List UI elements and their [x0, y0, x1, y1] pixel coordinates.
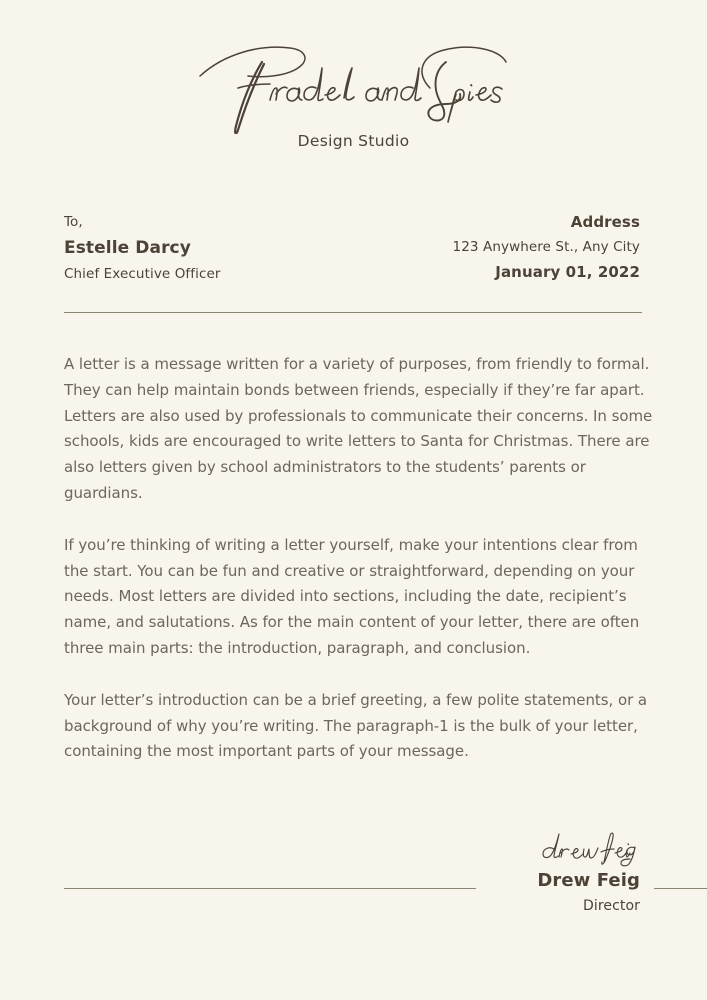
address-label: Address — [570, 213, 640, 231]
footer-divider-right — [654, 888, 707, 889]
footer-divider-left — [64, 888, 476, 889]
recipient-block — [64, 210, 221, 287]
recipient-name: Estelle Darcy — [64, 238, 191, 258]
body-paragraph-3: Your letter’s introduction can be a brief greeting, a few polite statements, or a background of why you’re writing. The paragraph-1 is the bulk of your letter, containing the most important parts of your message. — [64, 690, 648, 761]
recipient-salutation: To, — [64, 214, 83, 230]
signer-name: Drew Feig — [537, 870, 640, 891]
sender-street: 123 Anywhere St., Any City — [452, 239, 640, 255]
recipient-title: Chief Executive Officer — [64, 266, 221, 282]
sender-block — [453, 210, 640, 285]
handwritten-signature-icon — [540, 828, 636, 868]
letter-meta — [64, 210, 640, 287]
header-divider — [64, 312, 642, 313]
body-paragraph-1: A letter is a message written for a variety of purposes, from friendly to formal. They can help maintain bonds between friends, especially if they’re far apart. Letters are also used by professionals to communicate their concerns. In some schools, kids are encouraged to write letters to Santa for Christmas. There are also letters given by school administrators to the students’ parents or guardians. — [64, 355, 653, 502]
body-paragraph-2: If you’re thinking of writing a letter yourself, make your intentions clear from the start. You can be fun and creative or straightforward, depending on your needs. Most letters are divided into sections, including the date, recipient’s name, and salutations. As for the main content of your letter, there are often three main parts: the introduction, paragraph, and conclusion. — [64, 535, 640, 657]
signature-block — [410, 828, 640, 916]
signer-role: Director — [582, 898, 640, 914]
letter-date: January 01, 2022 — [495, 263, 640, 281]
letter-body — [64, 352, 656, 765]
letterhead-tagline: Design Studio — [297, 132, 410, 150]
letterhead — [0, 42, 707, 150]
script-wordmark-logo-icon — [194, 42, 514, 134]
